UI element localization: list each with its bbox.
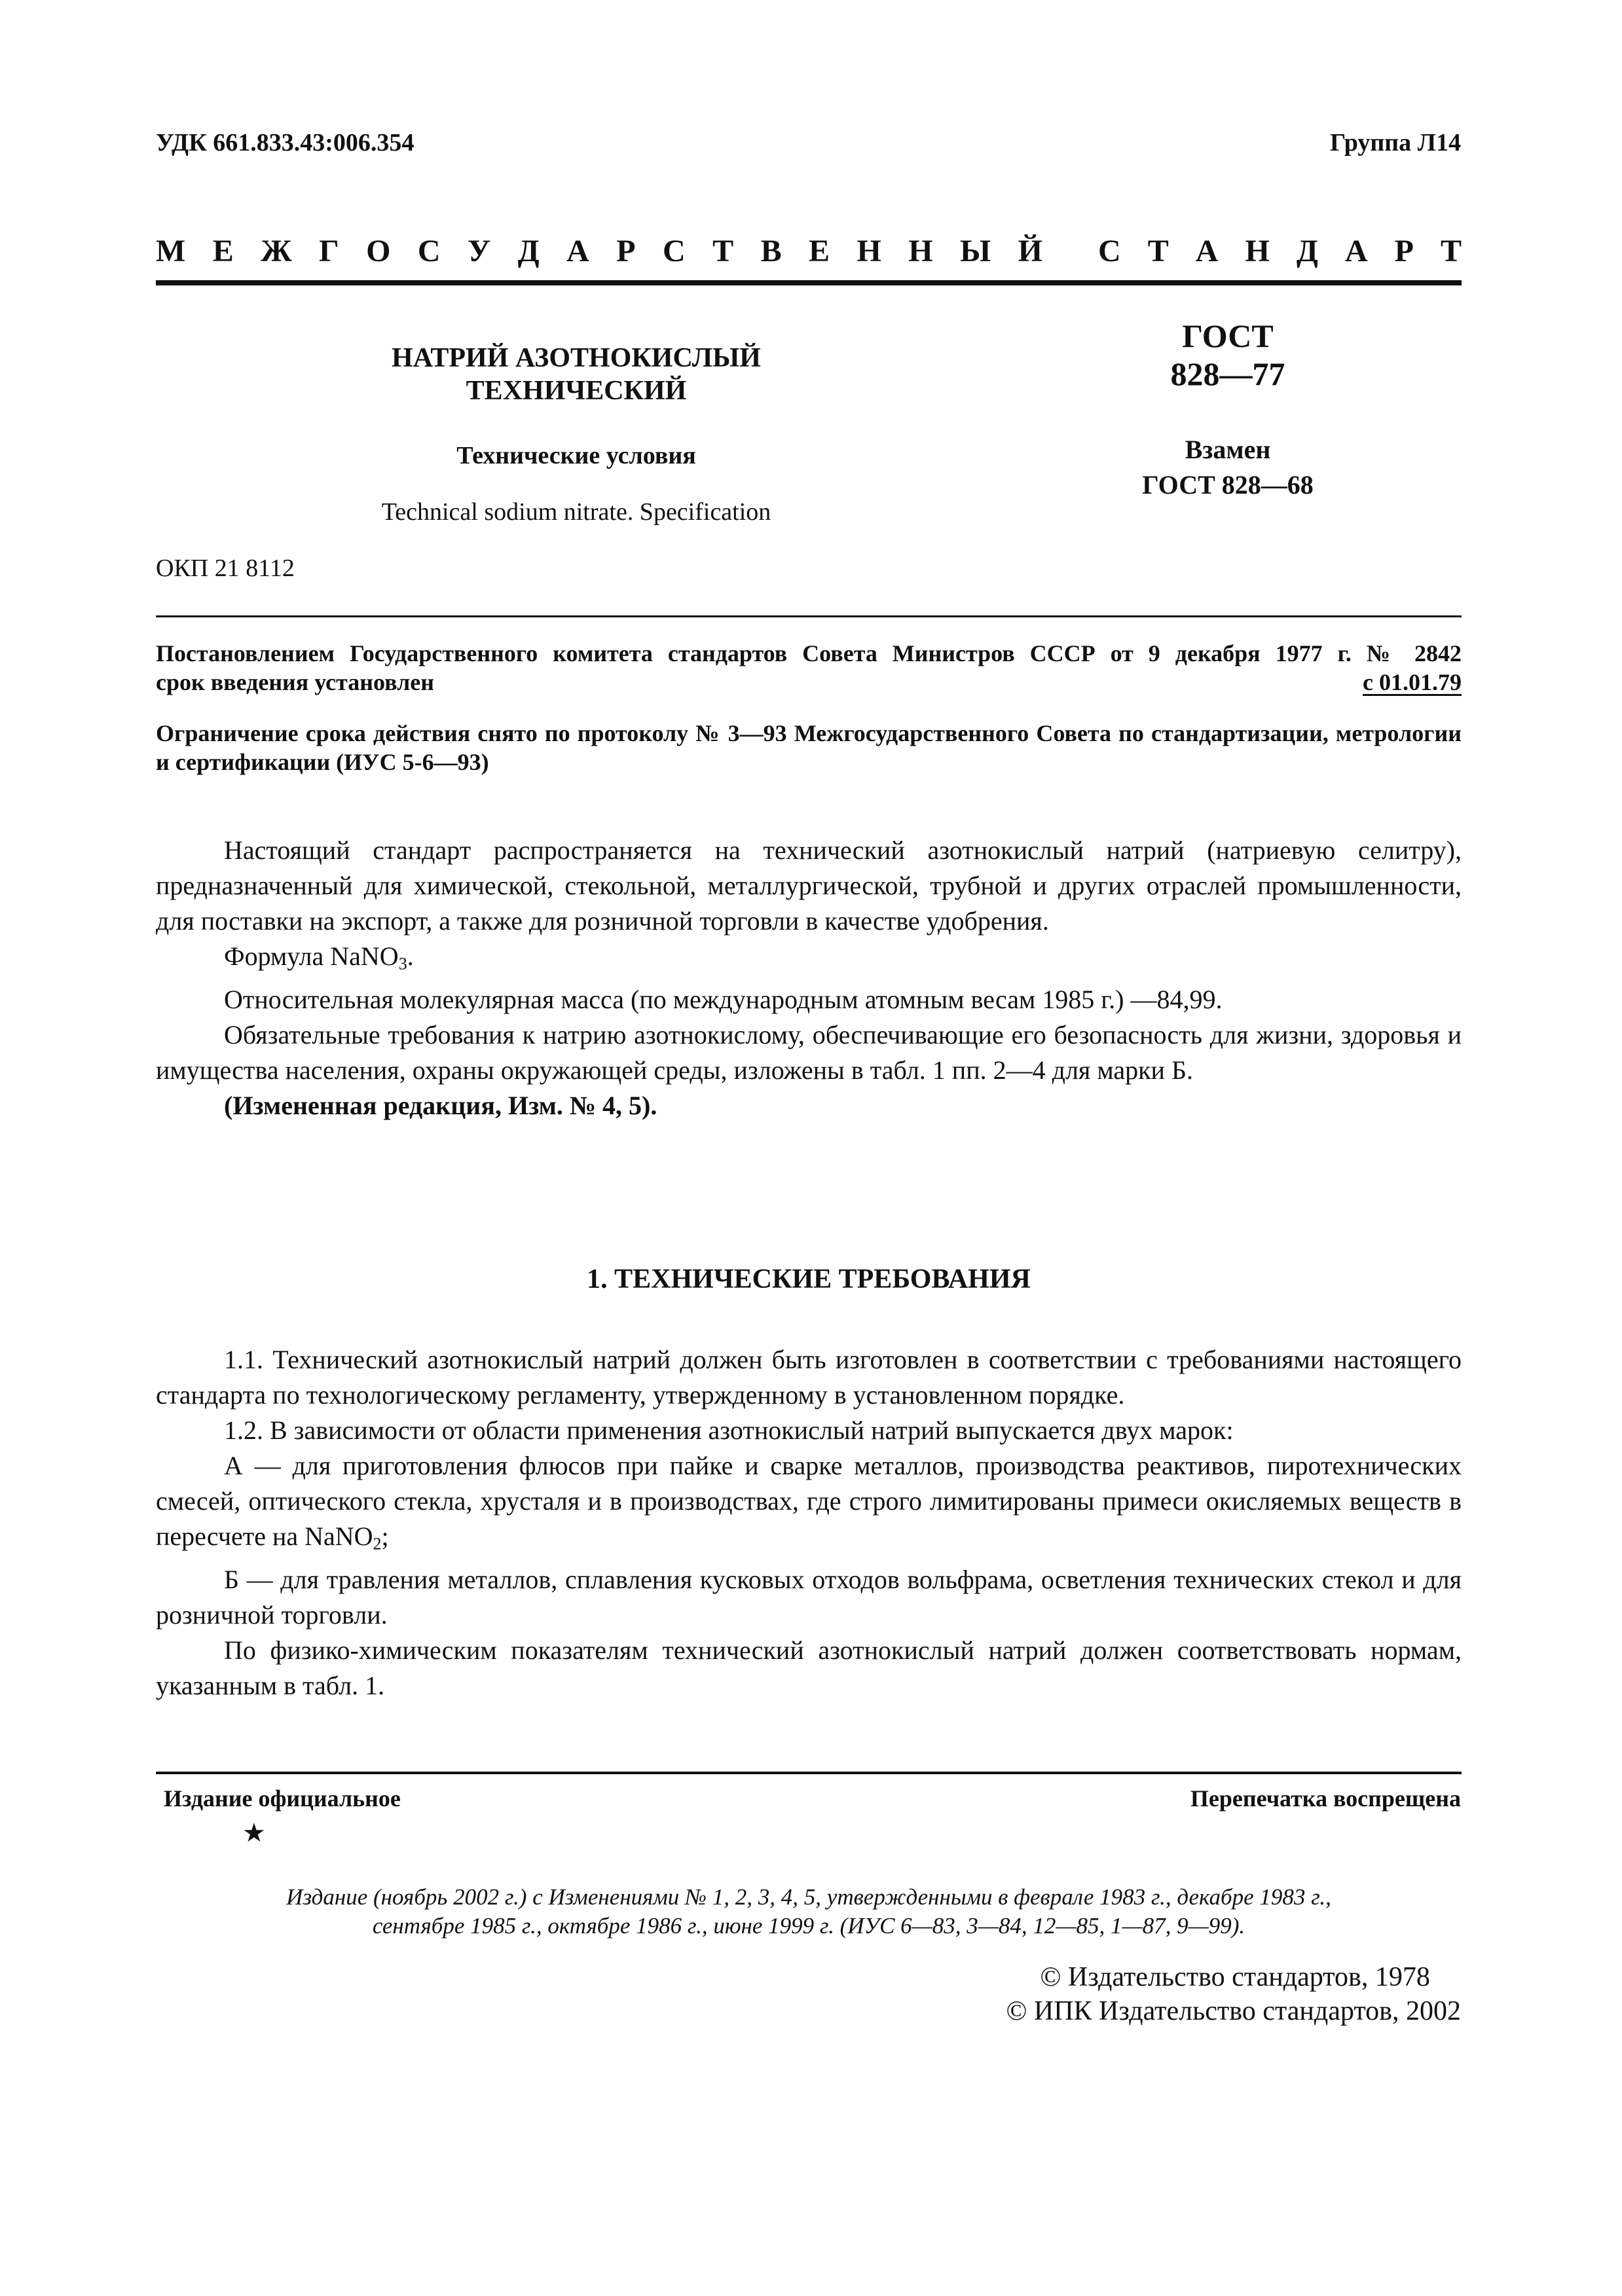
english-title: Technical sodium nitrate. Specification [381,498,771,526]
replace-label: Взамен [1185,435,1271,464]
banner-letter: Н [908,234,933,268]
banner-letter: С [663,234,686,268]
banner-letter: С [1098,234,1121,268]
grade-a [156,1448,1462,1562]
banner-letter: Т [1147,234,1169,268]
gost-number: 828—77 [1170,355,1285,392]
udk-code: УДК 661.833.43:006.354 [156,129,415,156]
formula-subscript: 3 [398,954,407,974]
banner-letter: А [566,234,589,268]
copyright-line-1: © Издательство стандартов, 1978 [1040,1962,1430,1992]
okp-code: ОКП 21 8112 [156,555,295,582]
formula-line [156,939,1462,982]
interstate-standard-banner [156,233,1462,269]
grade-b: Б — для травления металлов, сплавления кусковых отходов вольфрама, осветления технических стекол и для розничной торговли. [156,1564,1462,1630]
banner-letter: В [760,234,782,268]
copyright-block [1006,1960,1461,2028]
grade-a-end: ; [381,1522,389,1551]
banner-letter: Е [212,234,234,268]
banner-letter: Д [517,234,540,268]
decree-line-2: срок введения установлен [156,669,435,695]
title-line-2: ТЕХНИЧЕСКИЙ [466,376,687,406]
banner-letter: Р [616,234,636,268]
edition-note [156,1883,1462,1941]
banner-letter: Н [1245,234,1270,268]
reprint-prohibited-label: Перепечатка воспрещена [1190,1785,1461,1812]
decree-line-1: Постановлением Государственного комитета стандартов Совета Министров СССР от 9 декабря 1977 г. № 2842 [156,640,1462,666]
subtitle: Технические условия [456,442,696,469]
banner-letter: Д [1296,234,1318,268]
footer-rule [156,1772,1462,1774]
clause-1-1: 1.1. Технический азотнокислый натрий должен быть изготовлен в соответствии с требованиями настоящего стандарта по технологическому регламенту, утвержденному в установленном порядке. [156,1345,1462,1410]
section-title: 1. ТЕХНИЧЕСКИЕ ТРЕБОВАНИЯ [587,1264,1031,1294]
group-code: Группа Л14 [1329,129,1461,156]
effective-date: с 01.01.79 [1363,669,1462,695]
banner-letter: О [366,234,391,268]
banner-letter: Ж [261,234,292,268]
intro-paragraph-1: Настоящий стандарт распространяется на технический азотнокислый натрий (натриевую селитру), предназначенный для химической, стекольной, металлургической, трубной и других отраслей промышленности, для поставки на экспорт, а также для розничной торговли в качестве удобрения. [156,835,1462,936]
decree-block [156,639,1462,697]
banner-letter: Ы [960,234,991,268]
title-line-1: НАТРИЙ АЗОТНОКИСЛЫЙ [392,343,761,373]
decree-row-2 [156,668,1462,697]
clause-1-2: 1.2. В зависимости от области применения азотнокислый натрий выпускается двух марок: [224,1415,1234,1445]
physico-chemical-note: По физико-химическим показателям технический азотнокислый натрий должен соответствовать нормам, указанным в табл. 1. [156,1635,1462,1700]
molecular-mass-line: Относительная молекулярная масса (по международным атомным весам 1985 г.) —84,99. [224,984,1223,1014]
banner-letter: С [417,234,441,268]
banner-letter: А [1344,234,1368,268]
formula-text: Формула NaNO [224,941,399,971]
banner-letter: Т [1440,234,1462,268]
amendment-note: (Измененная редакция, Изм. № 4, 5). [224,1090,657,1120]
banner-letter: Й [1018,234,1042,268]
banner-letter: Е [809,234,830,268]
banner-letter: У [467,234,491,268]
replaced-gost-number: ГОСТ 828—68 [1142,470,1314,500]
gost-label: ГОСТ [1182,318,1274,354]
edition-line-1: Издание (ноябрь 2002 г.) с Изменениями № 1, 2, 3, 4, 5, утвержденными в феврале 1983 г., декабре 1983 г., [286,1884,1331,1910]
title-block [314,342,838,526]
grade-a-text: А — для приготовления флюсов при пайке и сварке металлов, производства реактивов, пиротехнических смесей, оптического стекла, хрусталя и в производствах, где строго лимитированы примеси окисляемых веществ в пересчете на NaNO [156,1451,1462,1551]
banner-word-interstate [156,233,1042,269]
copyright-line-2: © ИПК Издательство стандартов, 2002 [1006,1996,1461,2026]
official-edition-label: Издание официальное [164,1785,401,1812]
star-icon: ★ [242,1818,266,1848]
section-1-body [156,1342,1462,1704]
edition-line-2: сентябре 1985 г., октябре 1986 г., июне 1999 г. (ИУС 6—83, 3—84, 12—85, 1—87, 9—99). [372,1913,1245,1939]
header-rule [156,280,1462,285]
banner-letter: Г [319,234,339,268]
intro-paragraph-4: Обязательные требования к натрию азотнокислому, обеспечивающие его безопасность для жизни, здоровья и имущества населения, охраны окружающей среды, изложены в табл. 1 пп. 2—4 для марки Б. [156,1019,1462,1085]
banner-letter: А [1195,234,1219,268]
banner-letter: Р [1394,234,1414,268]
introduction [156,833,1462,1123]
gost-block [1100,317,1355,501]
grade-a-subscript: 2 [373,1534,382,1554]
banner-letter: Н [857,234,881,268]
banner-word-standard [1098,233,1462,269]
okp-rule [156,615,1462,617]
formula-suffix: . [407,941,414,971]
limitation-notice: Ограничение срока действия снято по протоколу № 3—93 Межгосударственного Совета по стандартизации, метрологии и сертификации (ИУС 5-6—93) [156,720,1462,775]
banner-letter: Т [712,234,734,268]
banner-letter: М [156,234,186,268]
